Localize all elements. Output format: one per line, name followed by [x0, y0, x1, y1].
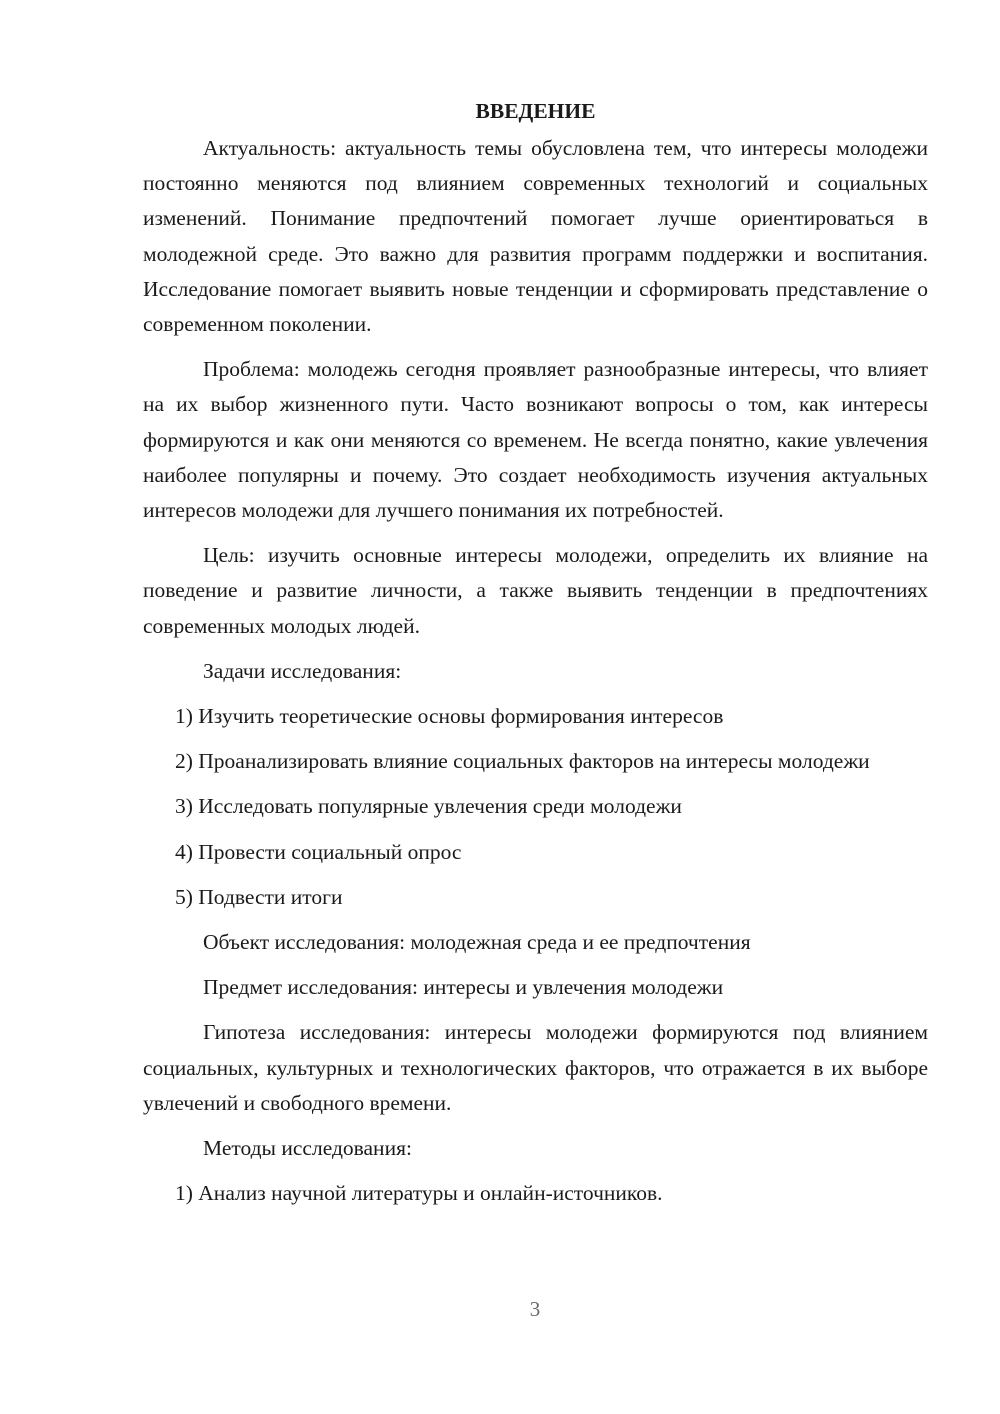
problem-paragraph: Проблема: молодежь сегодня проявляет разнообразные интересы, что влияет на их выбор жизненного пути. Часто возникают вопросы о том, как интересы формируются и как они меняются со временем. Не всегда понятно, какие увлечения наиболее популярны и почему. Это создает необходимость изучения актуальных интересов молодежи для лучшего понимания их потребностей.: [143, 357, 928, 523]
tasks-heading: Задачи исследования:: [203, 658, 402, 683]
document-page: [143, 96, 928, 1221]
method-item-1: 1) Анализ научной литературы и онлайн-источников.: [175, 1181, 663, 1206]
methods-heading: Методы исследования:: [203, 1136, 412, 1161]
task-item-5: 5) Подвести итоги: [175, 884, 343, 909]
task-item-3: 3) Исследовать популярные увлечения среди молодежи: [175, 794, 682, 819]
research-subject: Предмет исследования: интересы и увлечения молодежи: [203, 975, 724, 1000]
hypothesis-paragraph: Гипотеза исследования: интересы молодежи формируются под влиянием социальных, культурных и технологических факторов, что отражается в их выборе увлечений и свободного времени.: [143, 1020, 928, 1115]
section-title: ВВЕДЕНИЕ: [475, 99, 596, 123]
actuality-paragraph: Актуальность: актуальность темы обусловлена тем, что интересы молодежи постоянно меняются под влиянием современных технологий и социальных изменений. Понимание предпочтений помогает лучше ориентироваться в молодежной среде. Это важно для развития программ поддержки и воспитания. Исследование помогает выявить новые тенденции и сформировать представление о современном поколении.: [143, 136, 928, 337]
page-number: 3: [529, 1297, 541, 1321]
task-item-4: 4) Провести социальный опрос: [175, 839, 462, 864]
goal-paragraph: Цель: изучить основные интересы молодежи, определить их влияние на поведение и развитие личности, а также выявить тенденции в предпочтениях современных молодых людей.: [143, 543, 928, 638]
task-item-2: 2) Проанализировать влияние социальных факторов на интересы молодежи: [175, 749, 870, 774]
task-item-1: 1) Изучить теоретические основы формирования интересов: [175, 704, 724, 729]
research-object: Объект исследования: молодежная среда и ее предпочтения: [203, 930, 751, 955]
